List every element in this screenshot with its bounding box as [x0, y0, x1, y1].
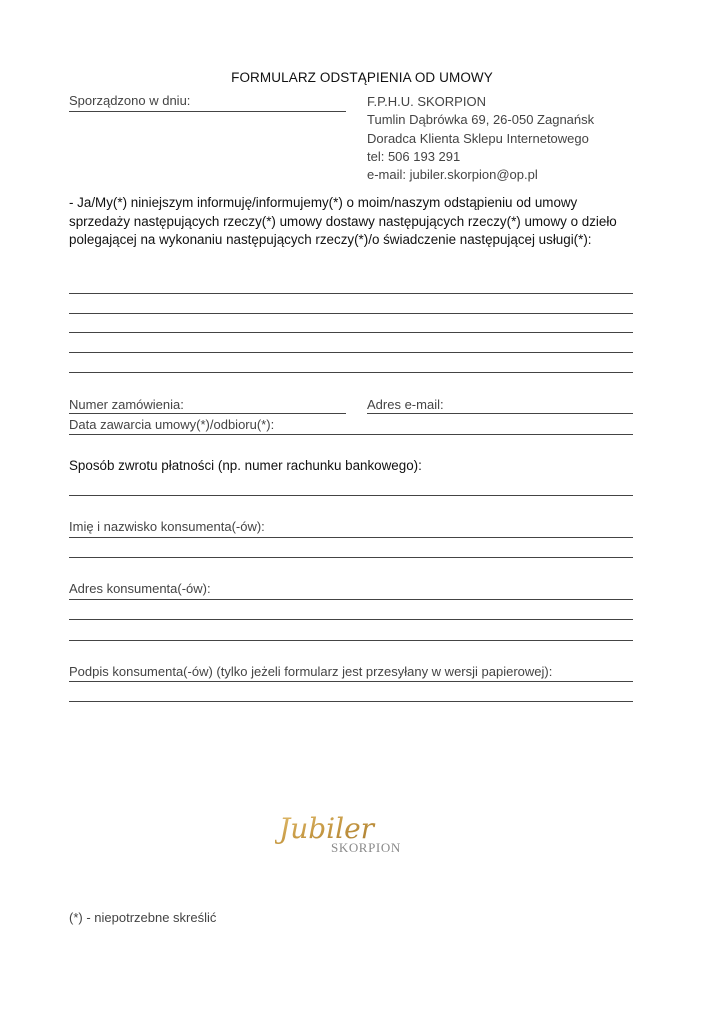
- consumer-name-label: Imię i nazwisko konsumenta(-ów):: [69, 519, 265, 534]
- items-write-line: [69, 372, 633, 373]
- seller-block: [367, 93, 594, 184]
- items-write-line: [69, 352, 633, 353]
- consumer-name-line: [69, 557, 633, 558]
- order-number-line: [69, 413, 346, 414]
- signature-label: Podpis konsumenta(-ów) (tylko jeżeli formularz jest przesyłany w wersji papierowej):: [69, 664, 553, 679]
- items-write-line: [69, 313, 633, 314]
- jubiler-skorpion-logo: [275, 810, 425, 858]
- refund-method-label: Sposób zwrotu płatności (np. numer rachunku bankowego):: [69, 458, 422, 473]
- withdrawal-statement: [69, 194, 639, 250]
- seller-role: Doradca Klienta Sklepu Internetowego: [367, 130, 589, 146]
- consumer-address-line: [69, 619, 633, 620]
- consumer-address-line: [69, 640, 633, 641]
- seller-address: Tumlin Dąbrówka 69, 26-050 Zagnańsk: [367, 112, 595, 128]
- consumer-name-line: [69, 537, 633, 538]
- consumer-address-line: [69, 599, 633, 600]
- logo-caps-text: SKORPION: [331, 840, 401, 855]
- consumer-address-label: Adres konsumenta(-ów):: [69, 581, 211, 596]
- items-write-line: [69, 293, 633, 294]
- prepared-on-line: [69, 111, 346, 112]
- statement-line: sprzedaży następujących rzeczy(*) umowy dostawy następujących rzeczy(*) umowy o dzieło: [69, 213, 617, 229]
- refund-method-line: [69, 495, 633, 496]
- seller-phone: tel: 506 193 291: [367, 148, 461, 164]
- statement-line: polegającej na wykonaniu następujących rzeczy(*)/o świadczenie następującej usługi(*):: [69, 232, 592, 248]
- signature-line: [69, 701, 633, 702]
- email-address-label: Adres e-mail:: [367, 397, 444, 412]
- logo-script-text: Jubiler: [279, 812, 375, 845]
- seller-email: e-mail: jubiler.skorpion@op.pl: [367, 167, 538, 183]
- signature-line: [69, 681, 633, 682]
- contract-date-line: [69, 434, 633, 435]
- items-write-line: [69, 332, 633, 333]
- contract-date-label: Data zawarcia umowy(*)/odbioru(*):: [69, 417, 275, 432]
- email-address-line: [367, 413, 633, 414]
- seller-name: F.P.H.U. SKORPION: [367, 94, 486, 109]
- form-title: FORMULARZ ODSTĄPIENIA OD UMOWY: [231, 70, 493, 85]
- statement-line: - Ja/My(*) niniejszym informuję/informujemy(*) o moim/naszym odstąpieniu od umowy: [69, 195, 578, 210]
- footnote: (*) - niepotrzebne skreślić: [69, 910, 217, 925]
- order-number-label: Numer zamówienia:: [69, 397, 184, 412]
- prepared-on-label: Sporządzono w dniu:: [69, 93, 191, 108]
